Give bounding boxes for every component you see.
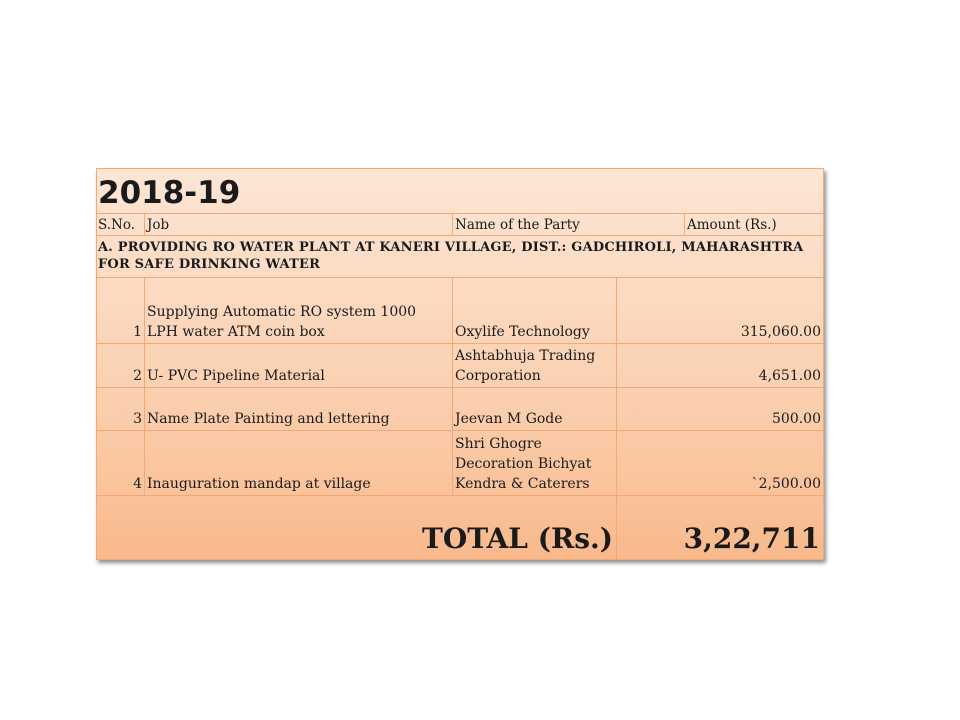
row-3-amount: 500.00 (617, 388, 824, 431)
row-3-job: Name Plate Painting and lettering (145, 388, 453, 431)
total-label: TOTAL (Rs.) (96, 496, 617, 560)
row-1-amount: 315,060.00 (617, 278, 824, 344)
row-3-party: Jeevan M Gode (453, 388, 617, 431)
header-party: Name of the Party (453, 214, 685, 236)
row-3-sno: 3 (96, 388, 145, 431)
header-sno: S.No. (96, 214, 145, 236)
row-1-party: Oxylife Technology (453, 278, 617, 344)
expense-table (96, 168, 824, 560)
year-title: 2018-19 (96, 168, 824, 214)
row-4-amount: `2,500.00 (617, 431, 824, 496)
row-2-job: U- PVC Pipeline Material (145, 344, 453, 388)
row-4-party: Shri Ghogre Decoration Bichyat Kendra & Caterers (453, 431, 617, 496)
row-1-sno: 1 (96, 278, 145, 344)
row-1-job: Supplying Automatic RO system 1000 LPH water ATM coin box (145, 278, 453, 344)
row-4-sno: 4 (96, 431, 145, 496)
row-2-amount: 4,651.00 (617, 344, 824, 388)
total-value: 3,22,711 (617, 496, 824, 560)
row-2-sno: 2 (96, 344, 145, 388)
section-title: A. PROVIDING RO WATER PLANT AT KANERI VILLAGE, DIST.: GADCHIROLI, MAHARASHTRA FOR SAFE DRINKING WATER (96, 236, 824, 278)
row-4-job: Inauguration mandap at village (145, 431, 453, 496)
row-2-party: Ashtabhuja Trading Corporation (453, 344, 617, 388)
header-job: Job (145, 214, 453, 236)
header-amount: Amount (Rs.) (685, 214, 824, 236)
